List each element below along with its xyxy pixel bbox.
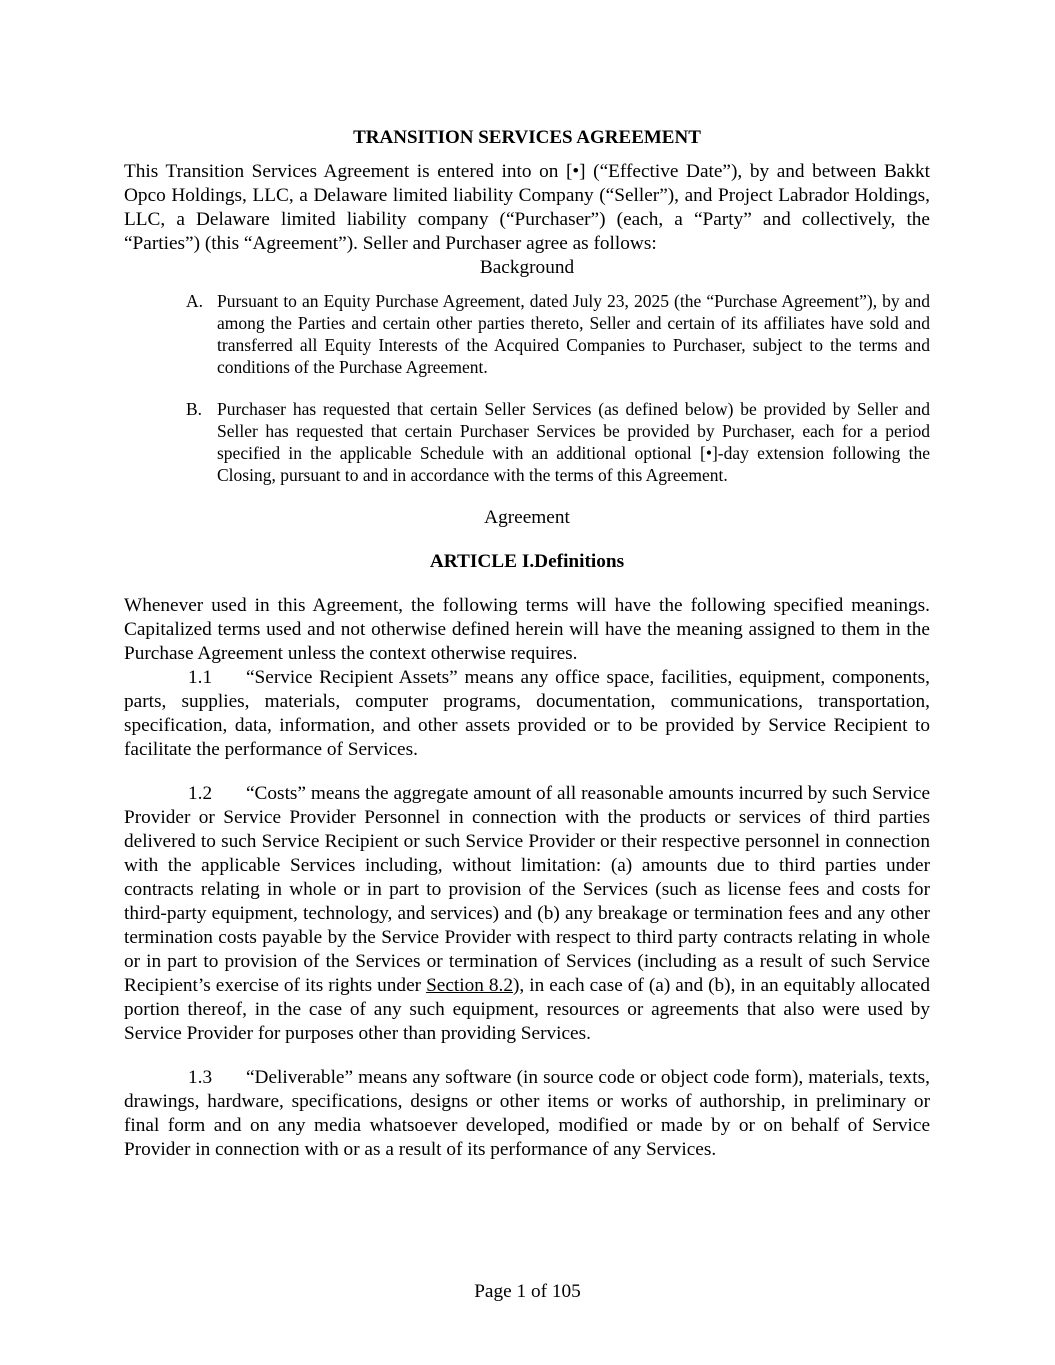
document-page xyxy=(124,126,930,1162)
document-title: TRANSITION SERVICES AGREEMENT xyxy=(353,127,701,148)
recital-b xyxy=(124,398,930,486)
definition-text: “Service Recipient Assets” means any office space, facilities, equipment, components, parts, supplies, materials, computer programs, documentation, communications, transportation, specification, data, information, and other assets provided or to be provided by Service Recipient to facilitate the performance of Services. xyxy=(124,667,930,760)
definition-1-2 xyxy=(124,782,930,1046)
page-footer: Page 1 of 105 xyxy=(474,1281,581,1302)
definition-number: 1.1 xyxy=(188,667,213,688)
section-8-2-link[interactable]: Section 8.2 xyxy=(426,975,514,996)
recital-text: Purchaser has requested that certain Seller Services (as defined below) be provided by Seller and Seller has requested that certain Purchaser Services be provided by Purchaser, each for a period specified in the applicable Schedule with an additional optional [•]-day extension following the Closing, pursuant to and in accordance with the terms of this Agreement. xyxy=(217,399,930,485)
agreement-heading: Agreement xyxy=(484,507,570,528)
intro-paragraph: This Transition Services Agreement is entered into on [•] (“Effective Date”), by and between Bakkt Opco Holdings, LLC, a Delaware limited liability Company (“Seller”), and Project Labrador Holdings, LLC, a Delaware limited liability company (“Purchaser”) (each, a “Party” and collectively, the “Parties”) (this “Agreement”). Seller and Purchaser agree as follows: xyxy=(124,161,930,254)
recital-text: Pursuant to an Equity Purchase Agreement, dated July 23, 2025 (the “Purchase Agreement”), by and among the Parties and certain other parties thereto, Seller and certain of its affiliates have sold and transferred all Equity Interests of the Acquired Companies to Purchaser, subject to the terms and conditions of the Purchase Agreement. xyxy=(217,291,930,377)
definitions-intro: Whenever used in this Agreement, the following terms will have the following specified meanings. Capitalized terms used and not otherwise defined herein will have the meaning assigned to them in the Purchase Agreement unless the context otherwise requires. xyxy=(124,595,930,664)
definition-number: 1.2 xyxy=(188,783,213,804)
definition-1-1 xyxy=(124,666,930,762)
background-heading: Background xyxy=(479,257,575,278)
recital-marker: B. xyxy=(186,399,203,419)
recital-marker: A. xyxy=(186,291,204,311)
article-heading: ARTICLE I.Definitions xyxy=(429,551,625,572)
definition-number: 1.3 xyxy=(188,1067,213,1088)
recitals-list xyxy=(124,290,930,486)
definition-text: “Costs” means the aggregate amount of all reasonable amounts incurred by such Service Provider or Service Provider Personnel in connection with the products or services of third parties delivered to such Service Recipient or such Service Provider or their respective personnel in connection with the applicable Services including, without limitation: (a) amounts due to third parties under contracts relating in whole or in part to provision of the Services (such as license fees and costs for third-party equipment, technology, and services) and (b) any breakage or termination fees and any other termination costs payable by the Service Provider with respect to third party contracts relating in whole or in part to provision of the Services or termination of Services (including as a result of such Service Recipient’s exercise of its rights under xyxy=(124,783,930,996)
definition-text-continued: ), in each case of (a) and (b), in an equitably allocated portion thereof, in the case of any such equipment, resources or agreements that also were used by Service Provider for purposes other than providing Services. xyxy=(124,975,930,1044)
definition-text: “Deliverable” means any software (in source code or object code form), materials, texts, drawings, hardware, specifications, designs or other items or works of authorship, in preliminary or final form and on any media whatsoever developed, modified or made by or on behalf of Service Provider in connection with or as a result of its performance of any Services. xyxy=(124,1067,930,1160)
recital-a xyxy=(124,290,930,378)
definition-1-3 xyxy=(124,1066,930,1162)
